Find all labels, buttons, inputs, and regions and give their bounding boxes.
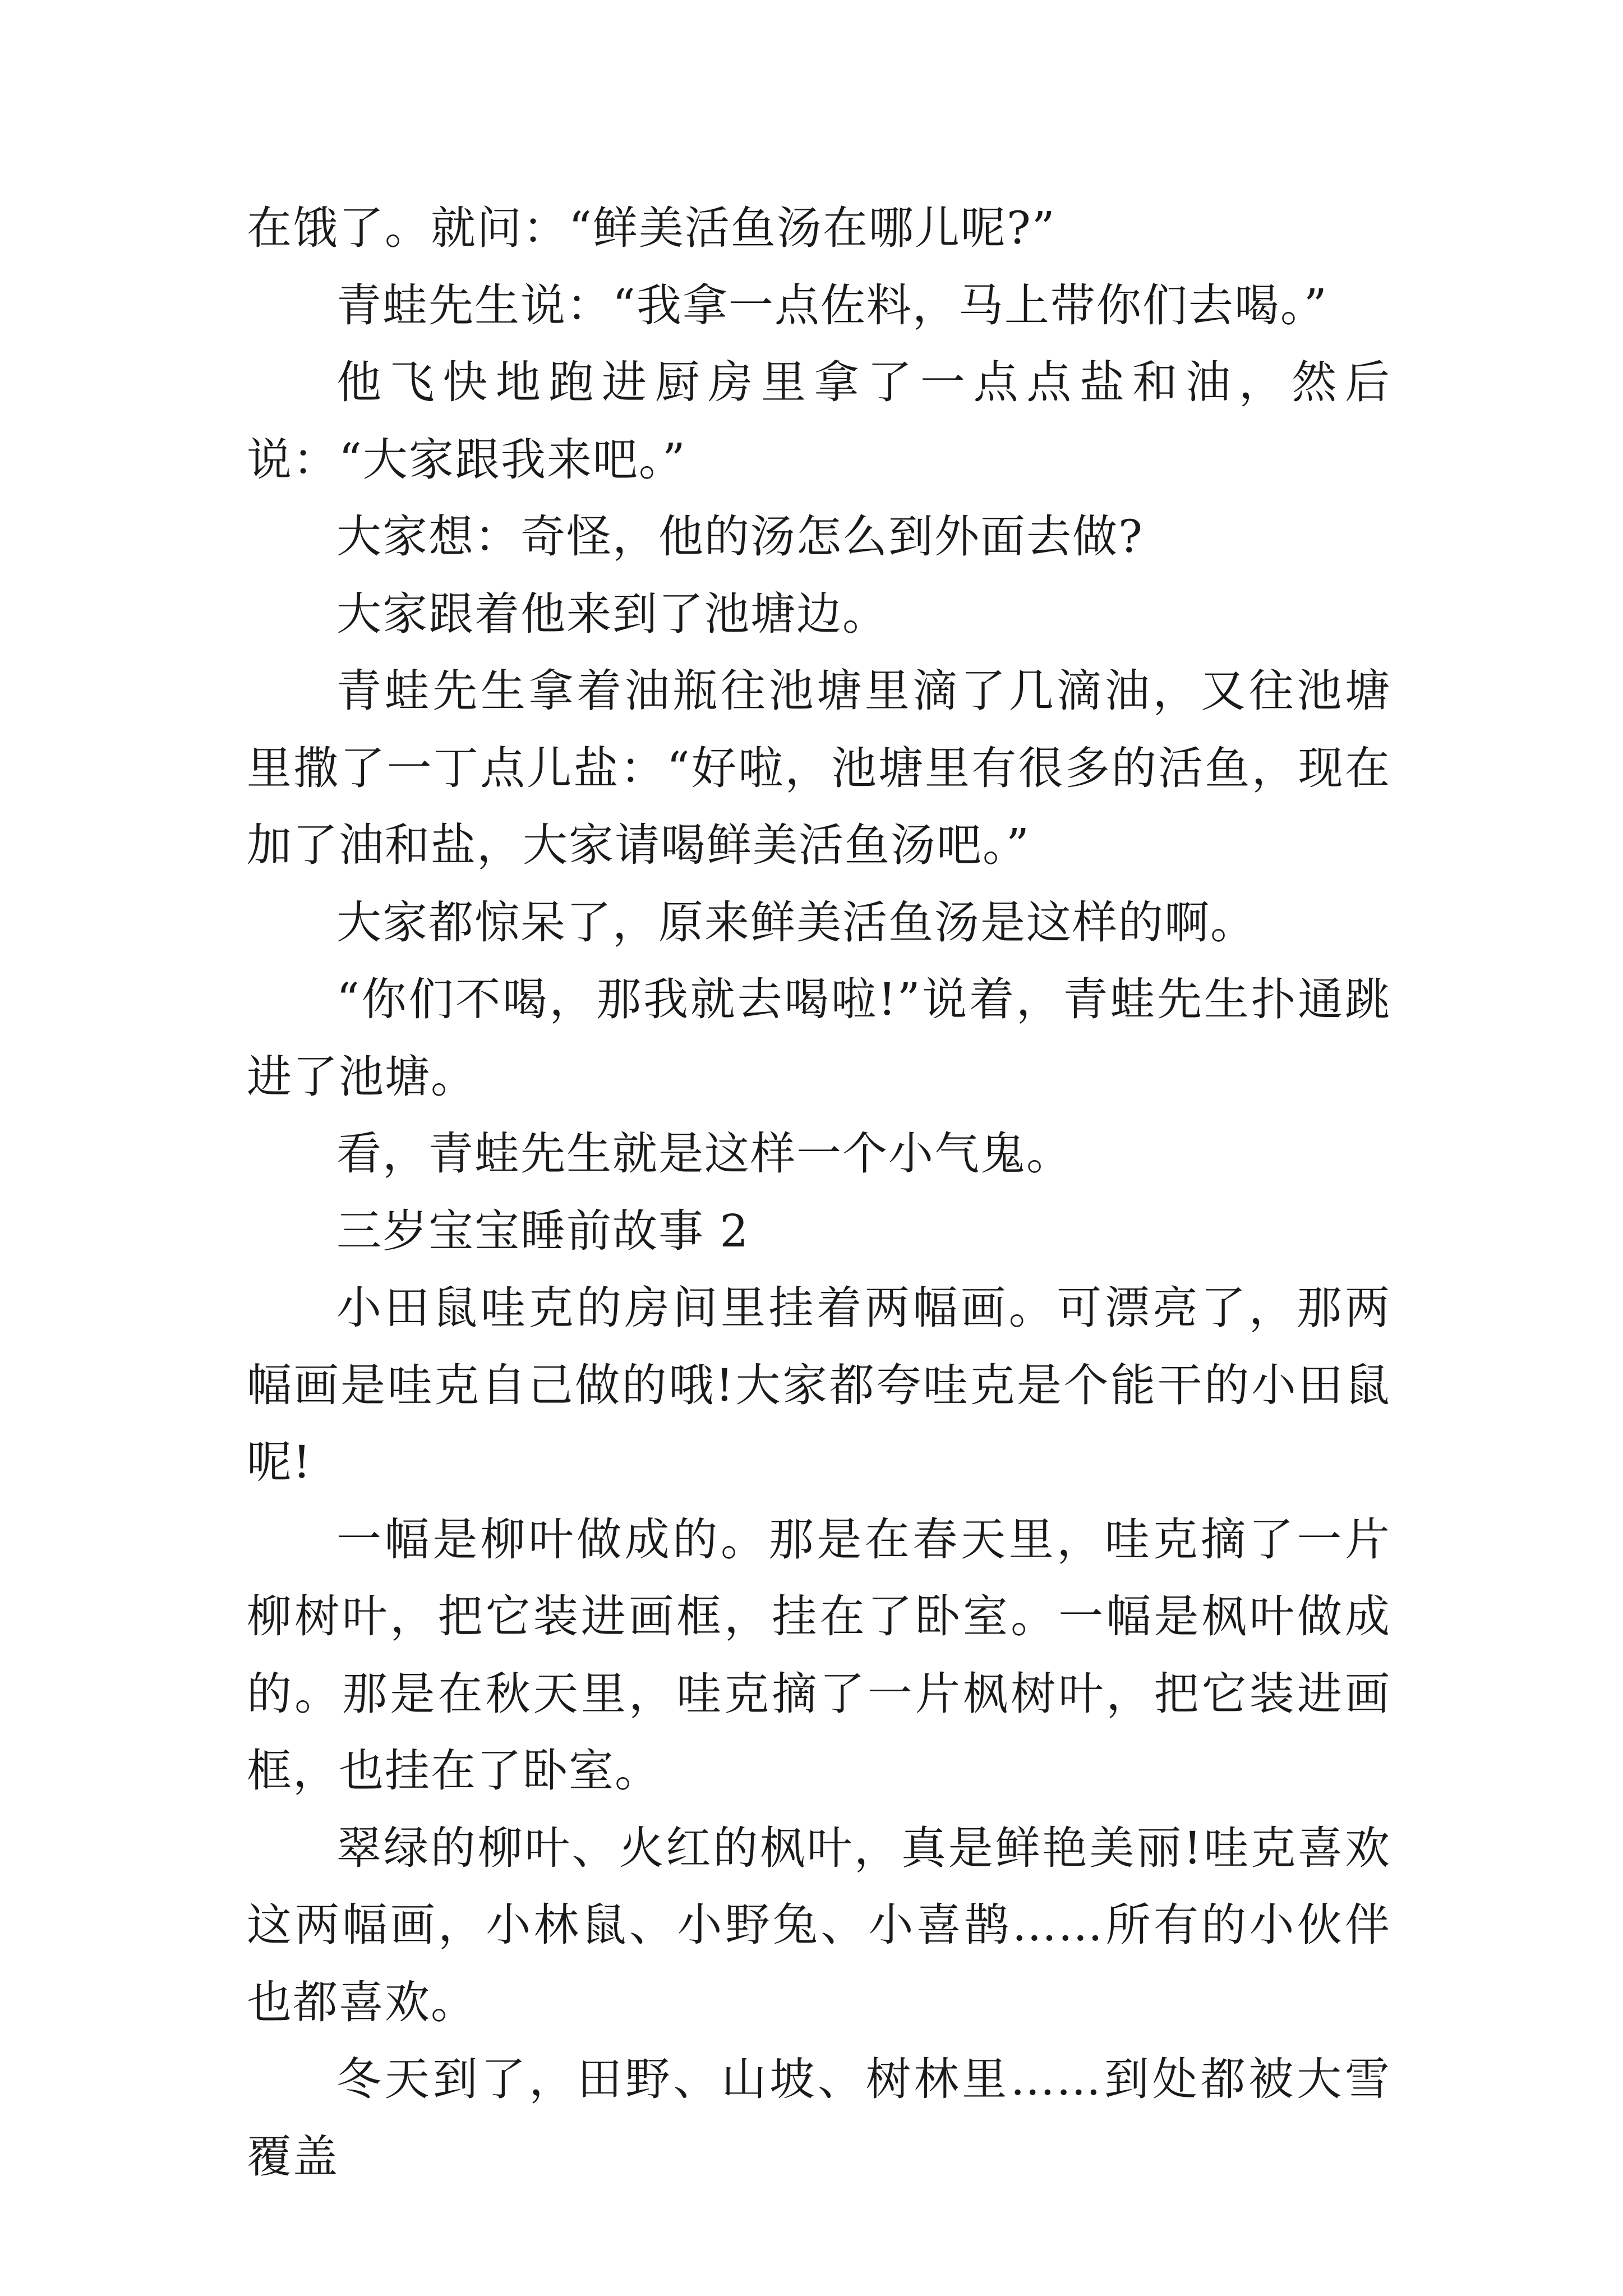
paragraph-8: “你们不喝，那我就去喝啦!”说着，青蛙先生扑通跳进了池塘。 bbox=[247, 973, 1391, 1103]
story-text bbox=[247, 190, 1391, 2195]
paragraph-5: 大家跟着他来到了池塘边。 bbox=[336, 587, 888, 640]
paragraph-14: 冬天到了，田野、山坡、树林里……到处都被大雪覆盖 bbox=[247, 2053, 1391, 2183]
paragraph-13: 翠绿的柳叶、火红的枫叶，真是鲜艳美丽!哇克喜欢这两幅画，小林鼠、小野兔、小喜鹊……所有的小伙伴也都喜欢。 bbox=[247, 1821, 1391, 2028]
paragraph-3: 他飞快地跑进厨房里拿了一点点盐和油，然后说：“大家跟我来吧。” bbox=[247, 356, 1391, 486]
paragraph-1: 在饿了。就问：“鲜美活鱼汤在哪儿呢?” bbox=[247, 202, 1056, 254]
paragraph-7: 大家都惊呆了，原来鲜美活鱼汤是这样的啊。 bbox=[336, 896, 1256, 949]
paragraph-9: 看，青蛙先生就是这样一个小气鬼。 bbox=[336, 1128, 1072, 1180]
paragraph-4: 大家想：奇怪，他的汤怎么到外面去做? bbox=[336, 510, 1144, 563]
paragraph-6: 青蛙先生拿着油瓶往池塘里滴了几滴油，又往池塘里撒了一丁点儿盐：“好啦，池塘里有很多的活鱼，现在加了油和盐，大家请喝鲜美活鱼汤吧。” bbox=[247, 665, 1391, 871]
paragraph-2: 青蛙先生说：“我拿一点佐料，马上带你们去喝。” bbox=[336, 279, 1328, 332]
paragraph-11: 小田鼠哇克的房间里挂着两幅画。可漂亮了，那两幅画是哇克自己做的哦!大家都夸哇克是个能干的小田鼠呢! bbox=[247, 1282, 1391, 1488]
section-heading: 三岁宝宝睡前故事 2 bbox=[336, 1204, 750, 1257]
paragraph-12: 一幅是柳叶做成的。那是在春天里，哇克摘了一片柳树叶，把它装进画框，挂在了卧室。一幅是枫叶做成的。那是在秋天里，哇克摘了一片枫树叶，把它装进画框，也挂在了卧室。 bbox=[247, 1513, 1391, 1797]
